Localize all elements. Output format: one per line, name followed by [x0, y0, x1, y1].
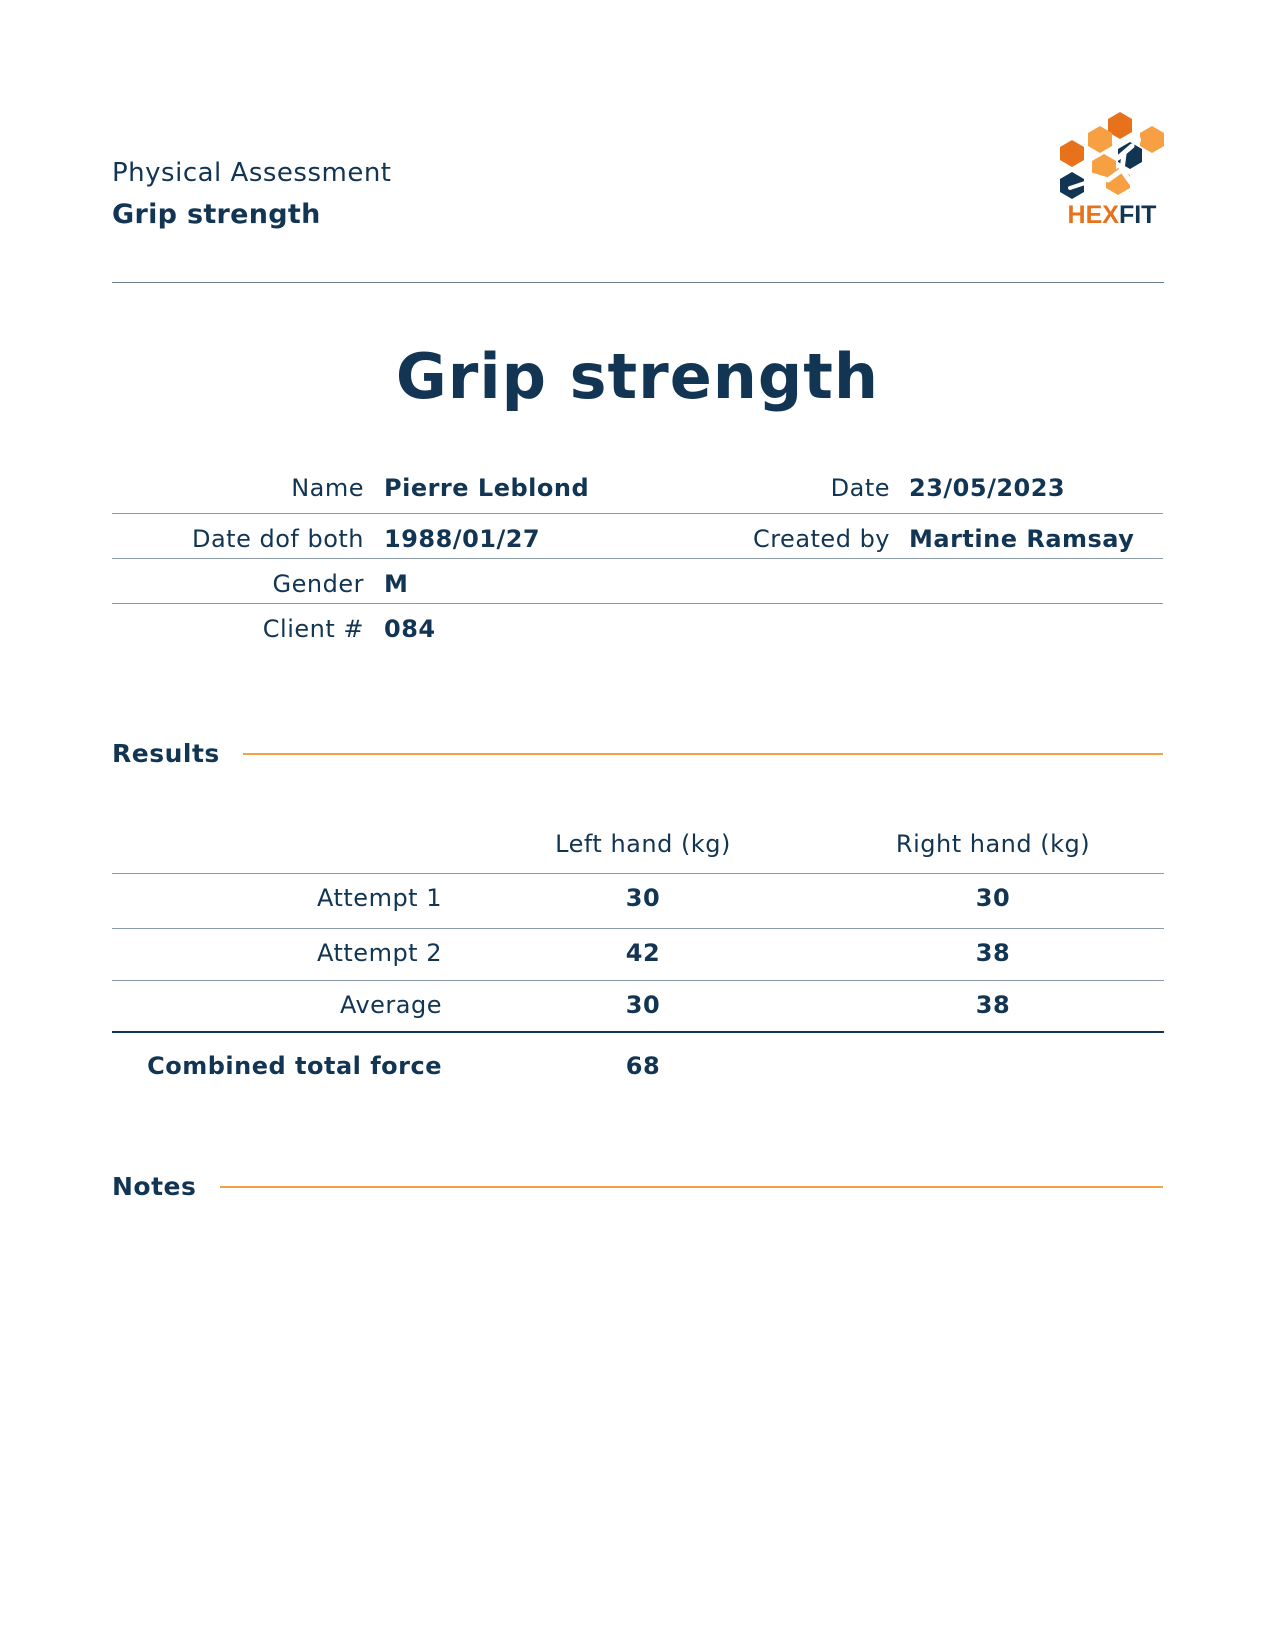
header-subtitle: Physical Assessment: [112, 158, 392, 188]
info-divider: [112, 603, 1163, 604]
gender-value: M: [384, 570, 409, 598]
info-divider: [112, 513, 1163, 514]
date-value: 23/05/2023: [909, 474, 1066, 502]
results-divider: [243, 753, 1163, 755]
table-divider: [112, 873, 1164, 874]
row-label-average: Average: [339, 991, 442, 1019]
client-number-label: Client #: [262, 615, 364, 643]
logo-text-hex: HEX: [1067, 201, 1119, 228]
attempt-2-left: 42: [625, 939, 661, 967]
name-value: Pierre Leblond: [384, 474, 590, 502]
column-header-left: Left hand (kg): [555, 830, 731, 858]
date-label: Date: [830, 474, 890, 502]
name-label: Name: [291, 474, 364, 502]
client-number-value: 084: [384, 615, 436, 643]
average-left: 30: [625, 991, 661, 1019]
notes-heading: Notes: [112, 1172, 197, 1201]
table-divider: [112, 928, 1164, 929]
hexfit-logo: [1052, 108, 1172, 228]
info-divider: [112, 558, 1163, 559]
hexfit-logo-icon: [1052, 108, 1172, 228]
attempt-1-right: 30: [975, 884, 1011, 912]
column-header-right: Right hand (kg): [895, 830, 1091, 858]
notes-divider: [220, 1186, 1163, 1188]
logo-text-fit: FIT: [1118, 201, 1157, 228]
attempt-2-right: 38: [975, 939, 1011, 967]
row-label-attempt-1: Attempt 1: [316, 884, 442, 912]
svg-text:HEXFIT: [1068, 201, 1157, 228]
average-right: 38: [975, 991, 1011, 1019]
gender-label: Gender: [272, 570, 364, 598]
table-total-divider: [112, 1031, 1164, 1033]
created-by-value: Martine Ramsay: [909, 525, 1135, 553]
created-by-label: Created by: [752, 525, 890, 553]
combined-total-value: 68: [625, 1052, 661, 1080]
row-label-attempt-2: Attempt 2: [316, 939, 442, 967]
combined-total-label: Combined total force: [147, 1052, 442, 1080]
header-divider: [112, 282, 1164, 283]
attempt-1-left: 30: [625, 884, 661, 912]
page-title: Grip strength: [395, 340, 880, 413]
header-title: Grip strength: [112, 199, 321, 230]
results-heading: Results: [112, 739, 220, 768]
table-divider: [112, 980, 1164, 981]
dob-label: Date dof both: [191, 525, 364, 553]
dob-value: 1988/01/27: [384, 525, 541, 553]
